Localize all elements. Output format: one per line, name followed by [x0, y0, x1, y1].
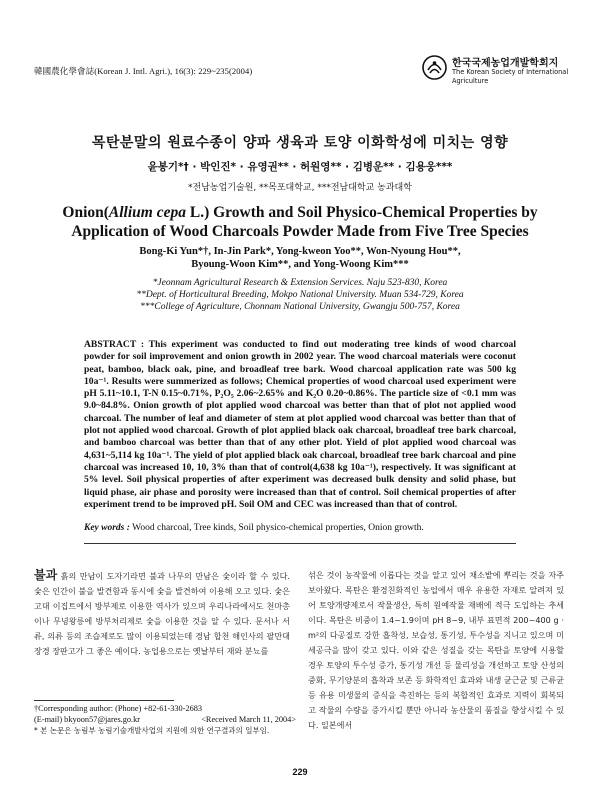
keywords-label: Key words : [84, 523, 130, 533]
footnote-rule [34, 700, 174, 701]
body-left-text: 흙의 만남이 도자기라면 불과 나무의 만남은 숯이라 할 수 있다. 숯은 인간이 불을 발견함과 동시에 숯을 발견하여 이용해 오고 있다. 숯은 고대 이집트에서 방부제로 이용한 역사가 있으며 우리나라에서도 천마총이나 무녕왕릉에 방부처리제로 숯을 이용한 것을 알 수 있다. 문서나 서류, 의류 등의 조습제로도 많이 이용되었는데 경남 합천 해인사의 팔만대장경 장판고가 그 좋은 예이다. 농업용으로는 옛날부터 재와 분뇨를 [34, 571, 290, 656]
body-column-left [34, 568, 290, 659]
keywords-text: Wood charcoal, Tree kinds, Soil physico-chemical properties, Onion growth. [132, 523, 424, 533]
abstract-text: This experiment was conducted to find out moderating tree kinds of wood charcoal powder for soil improvement and onion growth in 2002 year. The wood charcoal materials were coconut peat, bamboo, black oak, pine, and broadleaf tree bark. Wood charcoal application rate was 500 kg 10a⁻¹. Results were summerized as follows; Chemical properties of wood charcoal used experiment were pH 5.11~10.1, T-N 0.15~0.71%, P₂O₅ 2.06~2.65% and K₂O 0.20~0.86%. The particle size of <0.1 mm was 9.0~84.8%. Onion growth of plot applied wood charcoal was better than that of plot not applied wood charcoal. The number of leaf and diameter of stem at plot applied wood charcoal was better than that of plot not applied wood charcoal. Growth of plot applied black oak charcoal, broadleaf tree bark charcoal, and bamboo charcoal was better than that of any other plot. Yield of plot applied wood charcoal was 4,631~5,114 kg 10a⁻¹. The yield of plot applied black oak charcoal, broadleaf tree bark charcoal and pine charcoal was increased 10, 10, 3% than that of control(4,638 kg 10a⁻¹), respectively. It was significant at 5% level. Soil physical properties of after experiment was decreased bulk density and solid phase, but liquid phase, air phase and porosity were increased than that of control. Soil chemical properties of after experiment trend to be improved pH. Soil OM and CEC was increased than that of control. [84, 339, 516, 510]
footnote [34, 703, 296, 736]
journal-reference: 韓國農化學會誌(Korean J. Intl. Agri.), 16(3): 229~235(2004) [34, 66, 253, 76]
affiliation-line: **Dept. of Horticultural Breeding, Mokpo National University. Muan 534-729, Korea [136, 290, 464, 300]
english-authors-line: Byoung-Woon Kim**, and Yong-Woong Kim*** [191, 259, 409, 270]
society-name-english: The Korean Society of International Agriculture [452, 68, 569, 85]
korean-title: 목탄분말의 원료수종이 양파 생육과 토양 이화학성에 미치는 영향 [91, 135, 509, 151]
english-affiliations [40, 277, 560, 313]
abstract-label: ABSTRACT : [84, 339, 145, 350]
body-column-right: 섞은 것이 농작물에 이롭다는 것을 알고 있어 채소밭에 뿌리는 것을 자주 보아왔다. 목탄은 환경친화적인 농업에서 매우 유용한 자재로 알려져 있어 토양개량제로서 작물생산, 특히 원예작물 재배에 적극 도입하는 추세이다. 목탄은 비중이 1.4~1.9이며 pH 8~9, 내부 표면적 200~400 g · m²의 다공질로 강한 흡착성, 보습성, 통기성, 투수성을 지니고 있으며 미세공극을 많이 갖고 있다. 이와 같은 성질을 갖는 목탄을 토양에 시용할 경우 토양의 투수성 증가, 통기성 개선 등 물리성을 개선하고 토양 산성의 중화, 무기양분의 흡착과 보존 등 화학적인 효과와 내생 균근균 및 근류균 등 유용 미생물의 증식을 촉진하는 등의 복합적인 효과로 지력이 회복되고 작물의 수량을 증가시킬 뿐만 아니라 농산물의 품질을 향상시킬 수 있다. 일본에서 [308, 570, 564, 730]
society-logo [422, 53, 572, 95]
footnote-email: (E-mail) bkyoon57@jares.go.kr [34, 715, 141, 724]
abstract [84, 339, 516, 511]
affiliation-line: *Jeonnam Agricultural Research & Extension Services. Naju 523-830, Korea [152, 278, 448, 288]
page-number: 229 [292, 767, 308, 777]
english-title-species: Allium cepa [108, 204, 186, 221]
society-name-korean: 한국국제농업개발학회지 [452, 58, 559, 69]
english-title-pre: Onion( [62, 204, 109, 221]
keywords [84, 523, 516, 533]
section-divider [84, 543, 516, 544]
korean-affiliations: *전남농업기술원, **목포대학교, ***전남대학교 농과대학 [188, 183, 412, 193]
affiliation-line: ***College of Agriculture, Chonnam National University, Gwangju 500-757, Korea [140, 302, 460, 312]
korean-authors: 윤봉기*† · 박인진* · 유영권** · 허원영** · 김병운** · 김용웅*** [147, 161, 453, 173]
english-title [30, 203, 570, 241]
english-title-post: L.) Growth and Soil Physico-Chemical Properties by Application of Wood Charcoals Powder Made from Five Tree Species [71, 204, 538, 240]
footnote-funding-note: * 본 논문은 농림부 농림기술개발사업의 지원에 의한 연구결과의 일부임. [34, 726, 270, 735]
society-emblem-icon [422, 55, 447, 80]
footnote-corresponding: †Corresponding author: (Phone) +82-61-330-2683 [34, 704, 203, 713]
footnote-received: <Received March 11, 2004> [201, 715, 296, 724]
english-authors [60, 245, 540, 271]
footnote-email-row [34, 714, 296, 725]
english-authors-line: Bong-Ki Yun*†, In-Jin Park*, Yong-kweon Yoo**, Won-Nyoung Hou**, [139, 246, 461, 257]
body-dropcap: 불과 [34, 568, 58, 582]
